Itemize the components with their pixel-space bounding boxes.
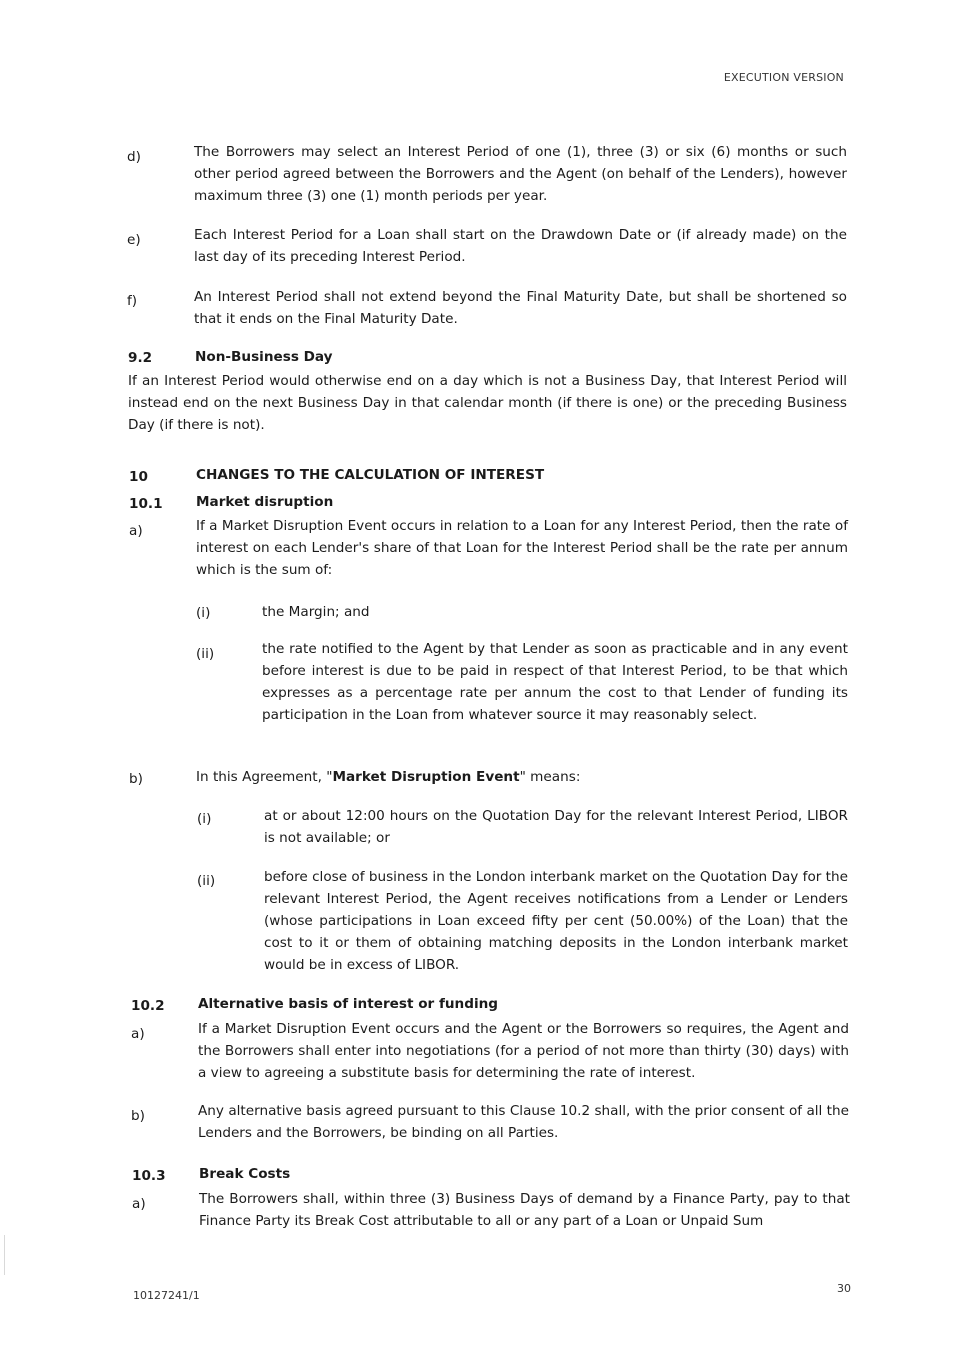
- definition-lead: In this Agreement, ": [196, 769, 333, 785]
- sub-item-marker: (ii): [196, 646, 215, 662]
- document-reference: 10127241/1: [133, 1289, 200, 1302]
- item-text: The Borrowers may select an Interest Period of one (1), three (3) or six (6) months or such other period agreed between the Borrowers and the Agent (on behalf of the Lenders), however maximum three (3) one (1) month periods per year.: [194, 144, 847, 204]
- clause-title: Market disruption: [196, 494, 334, 510]
- clause-number: 10.1: [129, 496, 163, 512]
- item-marker: e): [127, 232, 141, 248]
- clause-title: Non-Business Day: [195, 349, 333, 365]
- section-number: 10: [129, 469, 148, 485]
- clause-title: Alternative basis of interest or funding: [198, 996, 499, 1012]
- page-number: 30: [837, 1282, 851, 1295]
- sub-item-text: at or about 12:00 hours on the Quotation Day for the relevant Interest Period, LIBOR is not available; or: [264, 808, 848, 846]
- sub-item-marker: (ii): [197, 873, 216, 889]
- scan-edge-mark: [4, 1235, 5, 1275]
- item-marker: f): [127, 293, 138, 309]
- item-marker: b): [129, 771, 143, 787]
- execution-version-label: EXECUTION VERSION: [723, 71, 844, 84]
- item-marker: a): [132, 1196, 146, 1212]
- item-text: An Interest Period shall not extend beyond the Final Maturity Date, but shall be shortened so that it ends on the Final Maturity Date.: [194, 289, 847, 327]
- clause-number: 10.2: [131, 998, 165, 1014]
- item-marker: a): [129, 523, 143, 539]
- sub-item-marker: (i): [197, 811, 212, 827]
- item-text: Any alternative basis agreed pursuant to this Clause 10.2 shall, with the prior consent of all the Lenders and the Borrowers, be binding on all Parties.: [198, 1103, 849, 1141]
- defined-term: Market Disruption Event: [332, 769, 520, 785]
- item-text: [196, 766, 848, 788]
- item-text: The Borrowers shall, within three (3) Business Days of demand by a Finance Party, pay to that Finance Party its Break Cost attributable to all or any part of a Loan or Unpaid Sum: [199, 1191, 850, 1229]
- item-text: If a Market Disruption Event occurs in relation to a Loan for any Interest Period, then the rate of interest on each Lender's share of that Loan for the Interest Period shall be the rate per annum which is the sum of:: [196, 518, 848, 578]
- item-text: Each Interest Period for a Loan shall start on the Drawdown Date or (if already made) on the last day of its preceding Interest Period.: [194, 227, 847, 265]
- clause-paragraph: If an Interest Period would otherwise end on a day which is not a Business Day, that Interest Period will instead end on the next Business Day in that calendar month (if there is one) or the preceding Business Day (if there is not).: [128, 373, 847, 433]
- item-marker: a): [131, 1026, 145, 1042]
- clause-title: Break Costs: [199, 1166, 291, 1182]
- clause-number: 9.2: [128, 350, 153, 366]
- sub-item-marker: (i): [196, 605, 211, 621]
- item-marker: d): [127, 149, 141, 165]
- section-title: CHANGES TO THE CALCULATION OF INTEREST: [196, 467, 545, 483]
- clause-number: 10.3: [132, 1168, 166, 1184]
- sub-item-text: before close of business in the London interbank market on the Quotation Day for the relevant Interest Period, the Agent receives notifications from a Lender or Lenders (whose participations in Loan exceed fifty per cent (50.00%) of the Loan) that the cost to it or them of obtaining matching deposits in the London interbank market would be in excess of LIBOR.: [264, 869, 848, 973]
- definition-tail: " means:: [519, 769, 581, 785]
- sub-item-text: the Margin; and: [262, 604, 370, 620]
- sub-item-text: the rate notified to the Agent by that Lender as soon as practicable and in any event before interest is due to be paid in respect of that Interest Period, to be that which expresses as a percentage rate per annum the cost to that Lender of funding its participation in the Loan from whatever source it may reasonably select.: [262, 641, 848, 723]
- item-marker: b): [131, 1108, 145, 1124]
- item-text: If a Market Disruption Event occurs and the Agent or the Borrowers so requires, the Agent and the Borrowers shall enter into negotiations (for a period of not more than thirty (30) days) with a view to agreeing a substitute basis for determining the rate of interest.: [198, 1021, 849, 1081]
